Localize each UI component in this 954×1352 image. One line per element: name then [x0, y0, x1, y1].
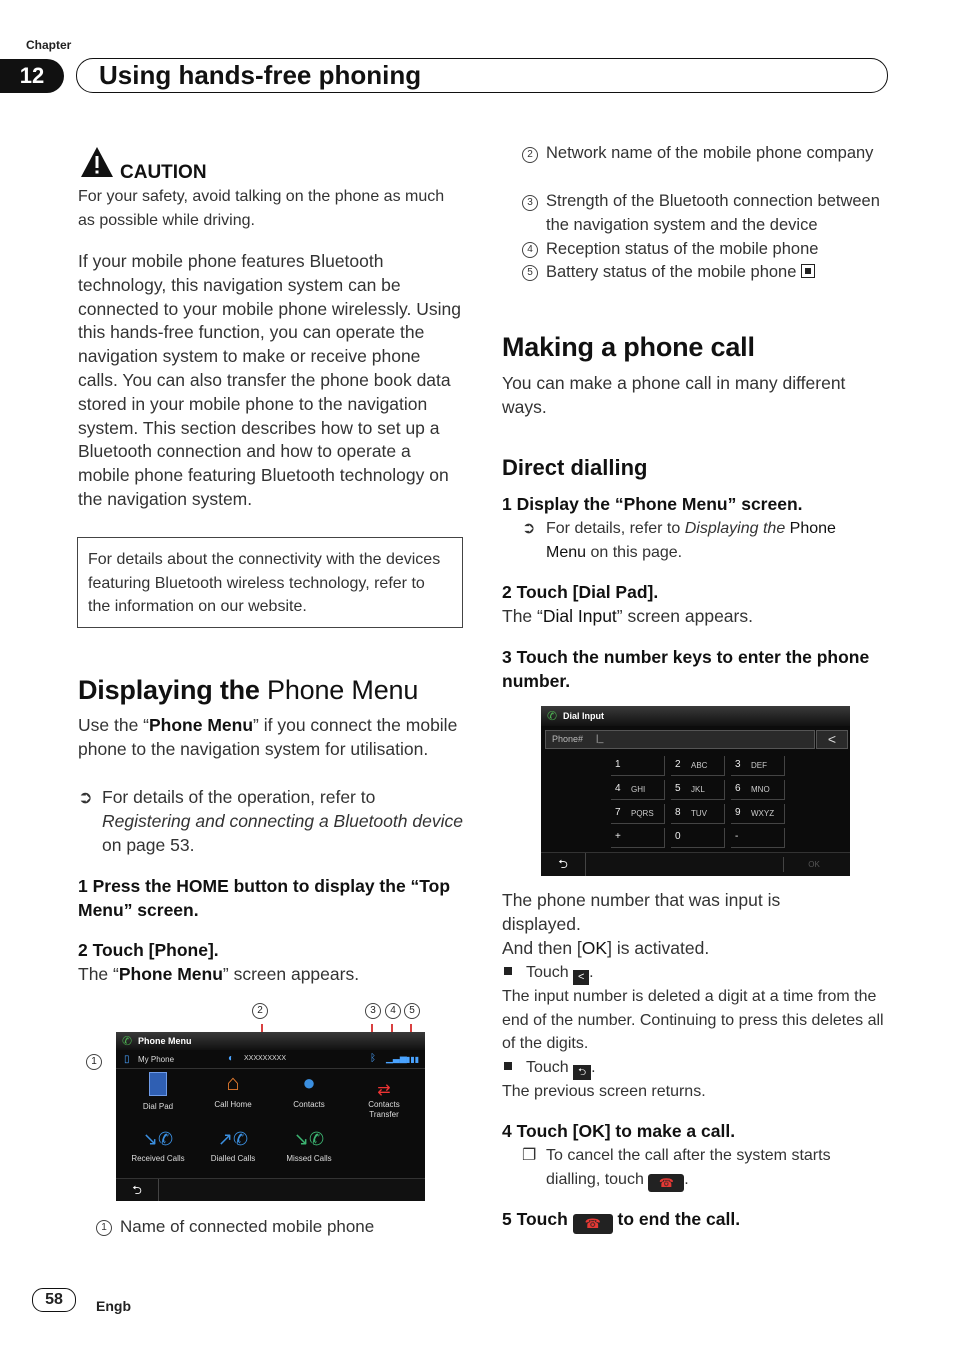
key-5[interactable]: 5 JKL	[671, 780, 725, 800]
contacts-icon: ●	[302, 1070, 316, 1095]
legend-item-5: 5 Battery status of the mobile phone	[522, 261, 815, 285]
callout-5: 5	[404, 1002, 428, 1020]
dial-step-4-note: ❐ To cancel the call after the system starts dialling, touch ☎ .	[522, 1144, 867, 1192]
signal-icon: ▁▃▅	[386, 1053, 407, 1063]
legend-item-1: 1 Name of connected mobile phone	[96, 1215, 374, 1239]
display-heading: Displaying the Phone Menu	[78, 675, 419, 705]
back-button[interactable]	[541, 853, 586, 876]
key-8[interactable]: 8 TUV	[671, 804, 725, 824]
dial-step-2-result: The “Dial Input” screen appears.	[502, 606, 753, 626]
legend-item-4: 4 Reception status of the mobile phone	[522, 238, 818, 262]
backspace-inline-icon: <	[573, 970, 589, 985]
touch-backspace-line: Touch < .	[504, 961, 594, 985]
display-step-2-result: The “Phone Menu” screen appears.	[78, 964, 360, 984]
page-number-badge	[32, 1288, 76, 1312]
missed-calls-icon: ↘✆	[293, 1129, 325, 1149]
dial-pad-icon	[149, 1072, 167, 1096]
dial-input-titlebar	[541, 706, 850, 726]
phone-field-label: Phone#	[552, 734, 584, 744]
dial-input-title: Dial Input	[563, 711, 604, 721]
chapter-label: Chapter	[26, 38, 72, 52]
legend-item-3: 3 Strength of the Bluetooth connection between the navigation system and the device	[522, 190, 892, 238]
contacts-button[interactable]: ● Contacts	[278, 1070, 340, 1116]
language-code: Engb	[96, 1298, 131, 1314]
display-ref: ➲ For details of the operation, refer to Registering and connecting a Bluetooth device on page 53.	[78, 786, 466, 857]
back-inline-icon: ⮌	[573, 1065, 591, 1080]
callout-3: 3	[365, 1002, 389, 1020]
arrow-icon: ➲	[522, 520, 536, 537]
back-icon: ⮌	[132, 1183, 142, 1197]
phone-menu-titlebar	[116, 1032, 425, 1050]
chapter-title-box	[76, 58, 888, 93]
status-bar	[116, 1052, 425, 1069]
dial-step-1-ref: ➲ For details, refer to Displaying the Phone Menu on this page.	[522, 517, 882, 564]
making-call-heading: Making a phone call	[502, 332, 755, 362]
back-description: The previous screen returns.	[502, 1083, 706, 1100]
transfer-icon: ⇄	[377, 1082, 391, 1099]
display-step-1: 1 Press the HOME button to display the “Top Menu” screen.	[78, 876, 451, 920]
bullet-icon	[504, 1062, 512, 1070]
my-phone-name: My Phone	[138, 1055, 175, 1064]
callout-1: 1	[86, 1053, 110, 1071]
dial-pad-button[interactable]: Dial Pad	[128, 1072, 188, 1118]
call-home-button[interactable]: ⌂ Call Home	[202, 1070, 264, 1116]
house-icon: ⌂	[226, 1070, 240, 1095]
cursor: |_	[596, 733, 604, 743]
network-name: XXXXXXXXX	[244, 1055, 287, 1062]
key-4[interactable]: 4 GHI	[611, 780, 665, 800]
touch-back-line: Touch ⮌ .	[504, 1056, 596, 1080]
key-plus[interactable]: +	[611, 828, 665, 848]
back-icon: ⮌	[558, 857, 568, 871]
chapter-number-tab	[0, 59, 64, 93]
caution-title: CAUTION	[120, 162, 207, 183]
dial-step-1: 1 Display the “Phone Menu” screen.	[502, 494, 803, 514]
contacts-transfer-button[interactable]: ⇄ Contacts Transfer	[352, 1082, 416, 1128]
ok-button[interactable]: OK	[783, 857, 844, 872]
hangup-inline-icon: ☎	[648, 1174, 684, 1192]
key-9[interactable]: 9 WXYZ	[731, 804, 785, 824]
network-icon: ◐	[228, 1053, 235, 1064]
received-calls-icon: ↘✆	[142, 1129, 174, 1149]
phone-icon: ✆	[547, 709, 558, 723]
dial-input-screen	[541, 706, 850, 875]
backspace-description: The input number is deleted a digit at a time from the end of the number. Continuing to press this deletes all of the digits.	[502, 988, 884, 1052]
note-text: For details about the connectivity with the devices featuring Bluetooth wireless technology, refer to the information on our website.	[88, 551, 441, 615]
key-2[interactable]: 2 ABC	[671, 756, 725, 776]
dial-bottom-bar	[541, 852, 850, 876]
dial-step-2: 2 Touch [Dial Pad].	[502, 582, 659, 602]
key-minus[interactable]: -	[731, 828, 785, 848]
chapter-title: Using hands-free phoning	[99, 60, 422, 90]
phone-menu-title: Phone Menu	[138, 1036, 192, 1046]
phone-icon: ✆	[122, 1034, 133, 1048]
making-call-intro: You can make a phone call in many different ways.	[502, 373, 846, 417]
dial-step-3: 3 Touch the number keys to enter the phone number.	[502, 647, 870, 691]
bullet-icon	[504, 967, 512, 975]
note-box	[77, 537, 463, 628]
received-calls-button[interactable]: ↘✆ Received Calls	[122, 1128, 194, 1168]
checkbox-icon: ❐	[522, 1147, 537, 1164]
dial-step-4: 4 Touch [OK] to make a call.	[502, 1121, 736, 1141]
battery-icon: ▮▮▮	[406, 1055, 420, 1064]
phone-menu-screen	[116, 1032, 425, 1200]
display-step-2: 2 Touch [Phone].	[78, 940, 219, 960]
callout-2: 2	[252, 1002, 276, 1020]
key-3[interactable]: 3 DEF	[731, 756, 785, 776]
key-1[interactable]: 1	[611, 756, 665, 776]
hangup-icon: ☎	[573, 1214, 613, 1234]
page-number: 58	[45, 1291, 63, 1308]
back-button[interactable]	[116, 1179, 159, 1201]
arrow-icon: ➲	[78, 787, 93, 807]
dial-step-5: 5 Touch ☎ to end the call.	[502, 1208, 740, 1234]
bluetooth-icon: ᛒ	[370, 1053, 376, 1064]
intro-paragraph: If your mobile phone features Bluetooth technology, this navigation system can be connected to your mobile phone wirelessly. Using this hands-free function, you can operate the navigation system to make or receive phone calls. You can also transfer the phone book data stored in your mobile phone to the navigation system. This section describes how to set up a Bluetooth connection and how to operate a mobile phone featuring Bluetooth technology on the navigation system.	[78, 251, 461, 509]
backspace-icon: <	[827, 731, 837, 747]
missed-calls-button[interactable]: ↘✆ Missed Calls	[274, 1128, 344, 1168]
key-7[interactable]: 7 PQRS	[611, 804, 665, 824]
keypad	[611, 756, 791, 852]
key-0[interactable]: 0	[671, 828, 725, 848]
legend-item-2: 2 Network name of the mobile phone company	[522, 142, 892, 166]
chapter-number: 12	[19, 63, 45, 88]
after-screen-text-1: The phone number that was input is displayed.	[502, 890, 781, 934]
after-screen-text-2: And then [OK] is activated.	[502, 938, 710, 958]
bottom-bar	[116, 1178, 425, 1201]
caution-icon	[80, 146, 114, 183]
dialled-calls-icon: ↗✆	[217, 1129, 249, 1149]
caution-text: For your safety, avoid talking on the phone as much as possible while driving.	[78, 188, 445, 229]
end-mark-icon	[801, 264, 815, 278]
key-6[interactable]: 6 MNO	[731, 780, 785, 800]
direct-dialling-heading: Direct dialling	[502, 455, 648, 480]
phone-number-field[interactable]	[545, 730, 815, 749]
dialled-calls-button[interactable]: ↗✆ Dialled Calls	[198, 1128, 268, 1168]
callout-4: 4	[385, 1002, 409, 1020]
display-intro: Use the “Phone Menu” if you connect the mobile phone to the navigation system for utilisation.	[78, 715, 458, 759]
backspace-button[interactable]	[816, 730, 848, 749]
handset-icon: ▯	[124, 1054, 130, 1065]
